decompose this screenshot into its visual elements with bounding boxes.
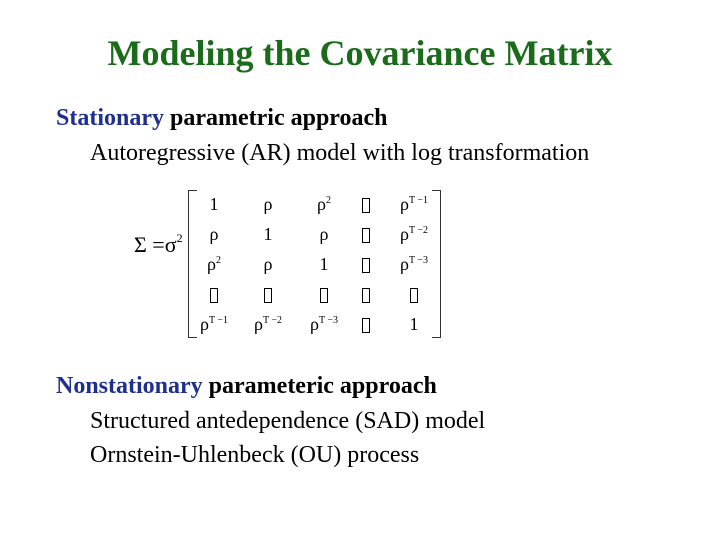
section-heading-stationary (56, 105, 388, 132)
matrix-cell-base: ρ (317, 194, 326, 214)
matrix-cell (346, 194, 386, 215)
matrix-cell (394, 284, 434, 305)
matrix-cell-power: T −1 (408, 195, 429, 206)
matrix-cell (194, 194, 234, 215)
bullet-item-ar-model: Autoregressive (AR) model with log transformation (90, 140, 590, 166)
matrix-cell-base: 1 (209, 194, 219, 214)
matrix-cell (194, 254, 234, 275)
matrix-cell (248, 224, 288, 245)
matrix-cell-base: ρ (263, 194, 273, 214)
ellipsis-glyph (264, 288, 272, 303)
matrix-cell-base: ρ (399, 224, 409, 244)
matrix-cell (194, 224, 234, 245)
matrix-cell-base: ρ (263, 254, 273, 274)
matrix-cell-base: 1 (319, 254, 329, 274)
ellipsis-glyph (410, 288, 418, 303)
matrix-cell-power: T −2 (408, 225, 429, 236)
matrix-cell-power: T −2 (262, 315, 283, 326)
section-heading-lead: Stationary (56, 105, 164, 131)
matrix-cell-base: 1 (263, 224, 273, 244)
matrix-cell (394, 224, 434, 245)
slide-title: Modeling the Covariance Matrix (107, 33, 613, 73)
section-heading-lead: Nonstationary (56, 373, 203, 399)
matrix-lhs (134, 231, 183, 258)
matrix-cell-base: ρ (309, 314, 319, 334)
matrix-cell (304, 194, 344, 215)
matrix-cell (304, 224, 344, 245)
matrix-cell (304, 314, 344, 335)
matrix-cell-base: ρ (253, 314, 263, 334)
matrix-cell-power: 2 (325, 195, 331, 206)
matrix-cell (394, 314, 434, 335)
section-heading-nonstationary (56, 373, 437, 400)
ellipsis-glyph (362, 258, 370, 273)
section-heading-rest: parameteric approach (202, 373, 437, 399)
ellipsis-glyph (210, 288, 218, 303)
matrix-cell-base: ρ (199, 314, 209, 334)
matrix-cell (304, 284, 344, 305)
matrix-lhs-text: Σ =σ (134, 232, 177, 257)
bullet-item-ou-process: Ornstein-Uhlenbeck (OU) process (90, 442, 420, 468)
matrix-cell (248, 194, 288, 215)
section-heading-rest: parametric approach (164, 105, 388, 131)
matrix-lhs-power: 2 (176, 231, 183, 245)
matrix-cell-base: ρ (209, 224, 219, 244)
ellipsis-glyph (320, 288, 328, 303)
ellipsis-glyph (362, 318, 370, 333)
matrix-cell (394, 254, 434, 275)
matrix-cell-base: ρ (399, 254, 409, 274)
matrix-cell (194, 314, 234, 335)
matrix-cell (194, 284, 234, 305)
bullet-item-sad-model: Structured antedependence (SAD) model (90, 408, 486, 434)
matrix-cell (248, 314, 288, 335)
ellipsis-glyph (362, 198, 370, 213)
matrix-cell-power: T −3 (318, 315, 339, 326)
matrix-cell (346, 284, 386, 305)
matrix-cell-base: ρ (399, 194, 409, 214)
matrix-cell (346, 224, 386, 245)
matrix-cell (248, 254, 288, 275)
matrix-cell (304, 254, 344, 275)
matrix-cell-base: ρ (207, 254, 216, 274)
matrix-cell-base: 1 (409, 314, 419, 334)
ellipsis-glyph (362, 288, 370, 303)
matrix-cell-power: T −1 (208, 315, 229, 326)
matrix-cell (346, 254, 386, 275)
matrix-cell (394, 194, 434, 215)
matrix-cell (248, 284, 288, 305)
matrix-cell-power: T −3 (408, 255, 429, 266)
covariance-matrix (130, 186, 450, 338)
matrix-cell-base: ρ (319, 224, 329, 244)
matrix-cell-power: 2 (215, 255, 221, 266)
matrix-cell (346, 314, 386, 335)
ellipsis-glyph (362, 228, 370, 243)
